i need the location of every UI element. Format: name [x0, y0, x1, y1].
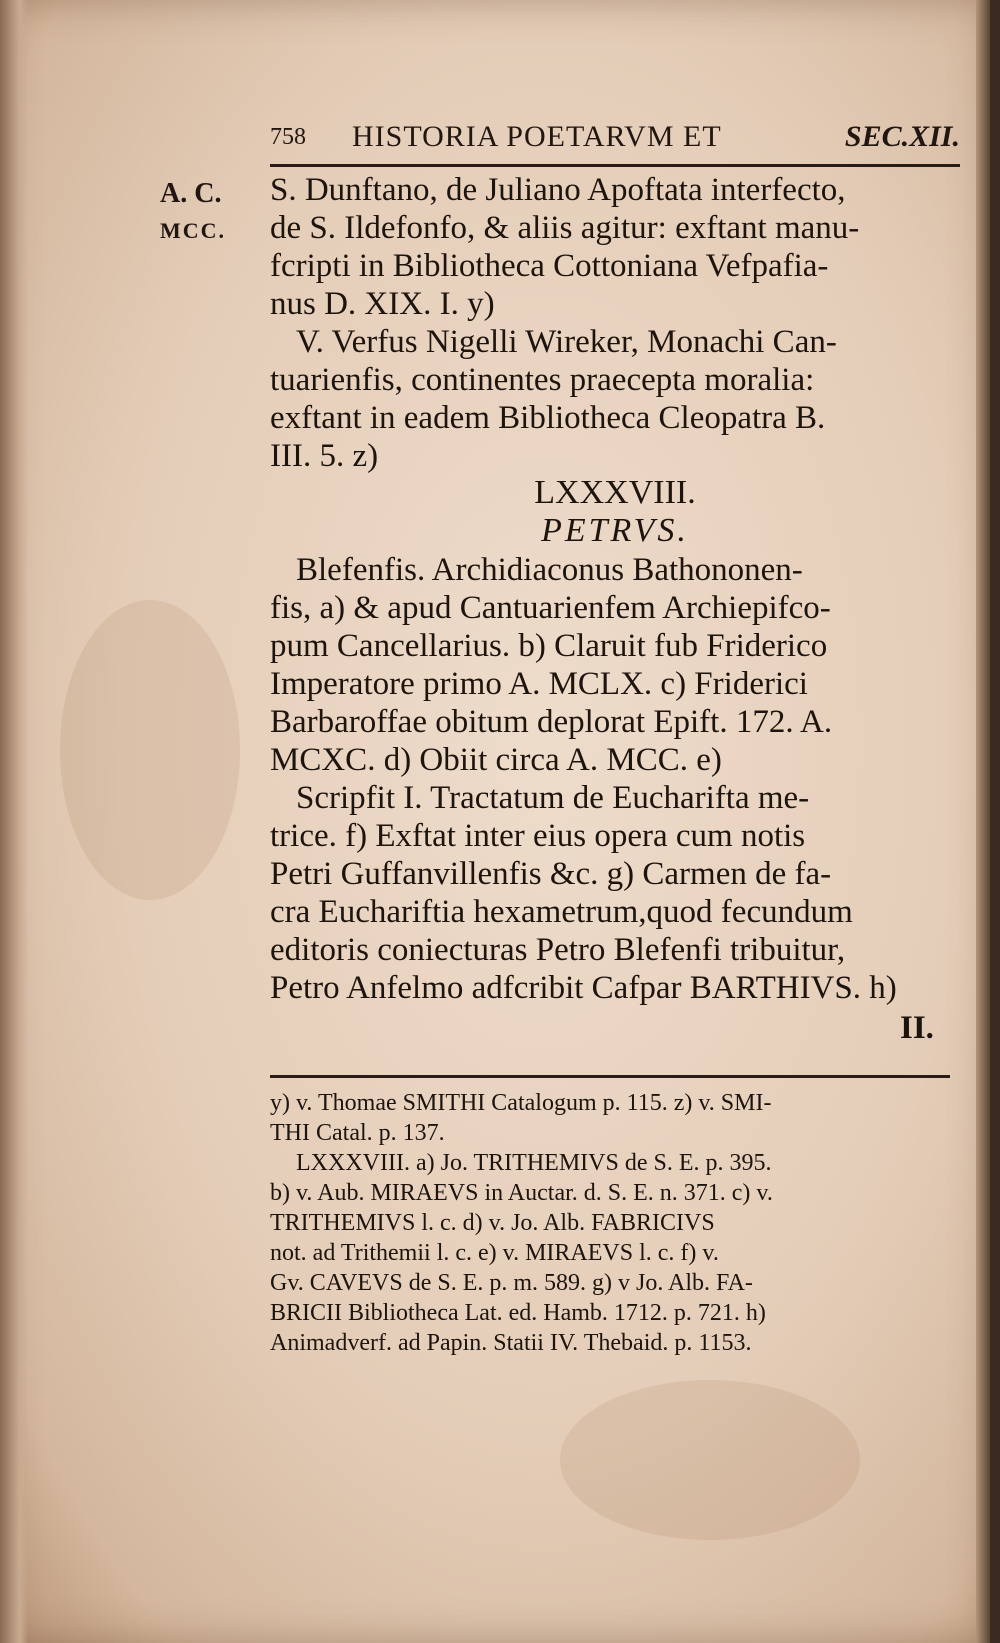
paper-stain: [560, 1380, 860, 1540]
footnote-line: BRICII Bibliotheca Lat. ed. Hamb. 1712. p. 721. h): [270, 1300, 766, 1326]
body-line: nus D. XIX. I. y): [270, 286, 495, 322]
chapter-number: LXXXVIII.: [534, 474, 696, 511]
footnote-line: Gv. CAVEVS de S. E. p. m. 589. g) v Jo. Alb. FA-: [270, 1270, 753, 1296]
body-line: Blefenfis. Archidiaconus Bathononen-: [296, 552, 803, 588]
body-line: S. Dunftano, de Juliano Apoftata interfecto,: [270, 172, 846, 208]
body-line: Petri Guffanvillenfis &c. g) Carmen de fa-: [270, 856, 832, 892]
body-line: fcripti in Bibliotheca Cottoniana Vefpafia-: [270, 248, 829, 284]
paper-stain: [60, 600, 240, 900]
body-line: Imperatore primo A. MCLX. c) Friderici: [270, 666, 808, 702]
running-header: [270, 118, 960, 166]
body-line: Barbaroffae obitum deplorat Epift. 172. A.: [270, 704, 833, 740]
body-line: editoris coniecturas Petro Blefenfi tribuitur,: [270, 932, 846, 968]
page-number: 758: [270, 124, 306, 150]
body-line: III. 5. z): [270, 438, 379, 474]
footnote-line: TRITHEMIVS l. c. d) v. Jo. Alb. FABRICIVS: [270, 1210, 715, 1236]
section-label: SEC.XII.: [844, 120, 960, 153]
footnote-line: THI Catal. p. 137.: [270, 1120, 445, 1146]
page-binding-edge: [0, 0, 28, 1643]
body-line: cra Euchariftia hexametrum,quod fecundum: [270, 894, 853, 930]
page-outer-edge: [976, 0, 990, 1643]
body-line: V. Verfus Nigelli Wireker, Monachi Can-: [296, 324, 837, 360]
body-line: Petro Anfelmo adfcribit Cafpar BARTHIVS. h): [270, 970, 897, 1006]
footnote-line: y) v. Thomae SMITHI Catalogum p. 115. z) v. SMI-: [270, 1090, 772, 1116]
body-line: MCXC. d) Obiit circa A. MCC. e): [270, 742, 722, 778]
footnote-line: LXXXVIII. a) Jo. TRITHEMIVS de S. E. p. 395.: [296, 1150, 772, 1176]
header-rule: [270, 164, 960, 167]
body-line: exftant in eadem Bibliotheca Cleopatra B.: [270, 400, 826, 436]
body-line: de S. Ildefonfo, & aliis agitur: exftant manu-: [270, 210, 860, 246]
body-line: pum Cancellarius. b) Claruit fub Friderico: [270, 628, 828, 664]
footnote-line: not. ad Trithemii l. c. e) v. MIRAEVS l. c. f) v.: [270, 1240, 719, 1266]
footnote-line: Animadverf. ad Papin. Statii IV. Thebaid. p. 1153.: [270, 1330, 752, 1356]
footnote-line: b) v. Aub. MIRAEVS in Auctar. d. S. E. n. 371. c) v.: [270, 1180, 773, 1206]
chapter-name: PETRVS.: [541, 512, 689, 549]
body-line: trice. f) Exftat inter eius opera cum notis: [270, 818, 806, 854]
body-line: tuarienfis, continentes praecepta moralia:: [270, 362, 815, 398]
body-line: fis, a) & apud Cantuarienfem Archiepifco-: [270, 590, 831, 626]
footnote-rule: [270, 1075, 950, 1078]
margin-year-label: A. C.: [160, 178, 222, 209]
body-line: Scripfit I. Tractatum de Eucharifta me-: [296, 780, 810, 816]
catchword: II.: [900, 1010, 934, 1046]
margin-year-value: MCC.: [160, 218, 227, 243]
running-title: HISTORIA POETARVM ET: [352, 120, 722, 153]
